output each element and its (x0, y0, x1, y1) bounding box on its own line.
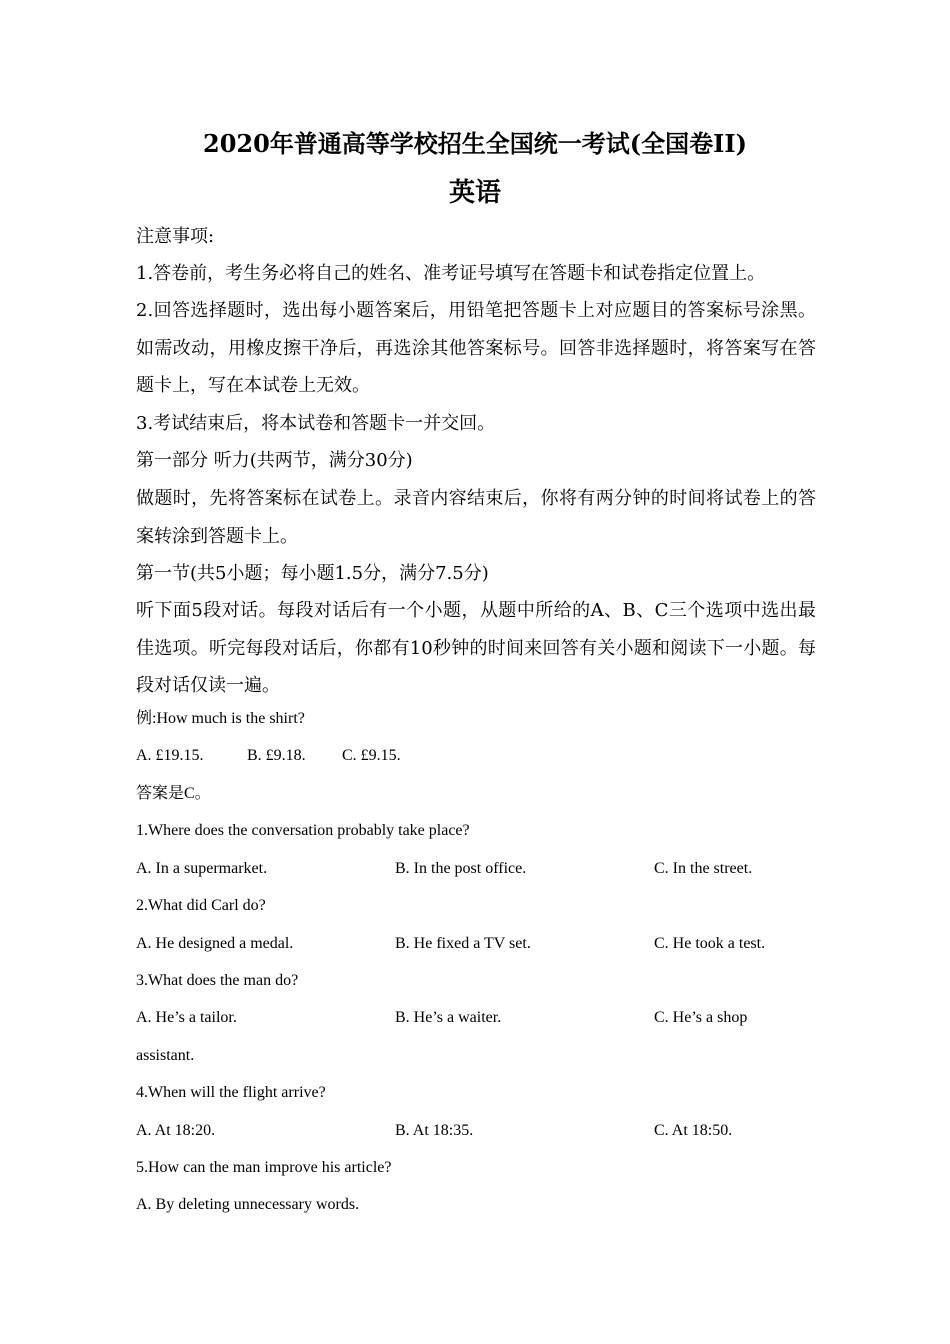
question-2-option-a: A. He designed a medal. (136, 935, 294, 952)
question-1-option-b: B. In the post office. (395, 860, 527, 877)
question-2-option-b: B. He fixed a TV set. (395, 935, 531, 952)
notice-item-1: 1.答卷前，考生务必将自己的姓名、准考证号填写在答题卡和试卷指定位置上。 (136, 263, 766, 284)
section1-heading: 第一节(共5小题；每小题1.5分，满分7.5分) (136, 563, 489, 584)
exam-title: 2020年普通高等学校招生全国统一考试(全国卷II) (203, 129, 747, 158)
question-3-option-a: A. He’s a tailor. (136, 1009, 237, 1026)
notice-heading: 注意事项: (136, 226, 215, 247)
example-option-b: B. £9.18. (247, 747, 306, 764)
question-1-option-c: C. In the street. (654, 860, 753, 877)
question-3-option-c-continued: assistant. (136, 1047, 195, 1064)
part1-heading: 第一部分 听力(共两节，满分30分) (136, 450, 413, 471)
question-1: 1.Where does the conversation probably take place? (136, 822, 470, 839)
question-3-option-c: C. He’s a shop (654, 1009, 748, 1026)
subject-title: 英语 (448, 178, 501, 208)
question-3-option-b: B. He’s a waiter. (395, 1009, 502, 1026)
question-2-option-c: C. He took a test. (654, 935, 766, 952)
notice-item-3: 3.考试结束后，将本试卷和答题卡一并交回。 (136, 413, 496, 434)
question-4: 4.When will the flight arrive? (136, 1084, 326, 1101)
question-1-option-a: A. In a supermarket. (136, 860, 268, 877)
question-5-option-a: A. By deleting unnecessary words. (136, 1196, 360, 1213)
part1-instruction: 做题时，先将答案标在试卷上。录音内容结束后，你将有两分钟的时间将试卷上的答案转涂到答题卡上。 (136, 488, 816, 547)
question-4-option-c: C. At 18:50. (654, 1122, 733, 1139)
question-3: 3.What does the man do? (136, 972, 299, 989)
question-2: 2.What did Carl do? (136, 897, 266, 914)
notice-item-2: 2.回答选择题时，选出每小题答案后，用铅笔把答题卡上对应题目的答案标号涂黑。如需改动，用橡皮擦干净后，再选涂其他答案标号。回答非选择题时，将答案写在答题卡上，写在本试卷上无效。 (136, 300, 816, 396)
example-option-a: A. £19.15. (136, 747, 204, 764)
example-question: 例:How much is the shirt? (136, 710, 305, 727)
example-option-c: C. £9.15. (342, 747, 401, 764)
section1-instruction: 听下面5段对话。每段对话后有一个小题，从题中所给的A、B、C三个选项中选出最佳选项。听完每段对话后，你都有10秒钟的时间来回答有关小题和阅读下一小题。每段对话仅读一遍。 (136, 600, 816, 696)
question-4-option-a: A. At 18:20. (136, 1122, 216, 1139)
example-answer: 答案是C。 (136, 785, 211, 802)
question-5: 5.How can the man improve his article? (136, 1159, 392, 1176)
question-4-option-b: B. At 18:35. (395, 1122, 474, 1139)
